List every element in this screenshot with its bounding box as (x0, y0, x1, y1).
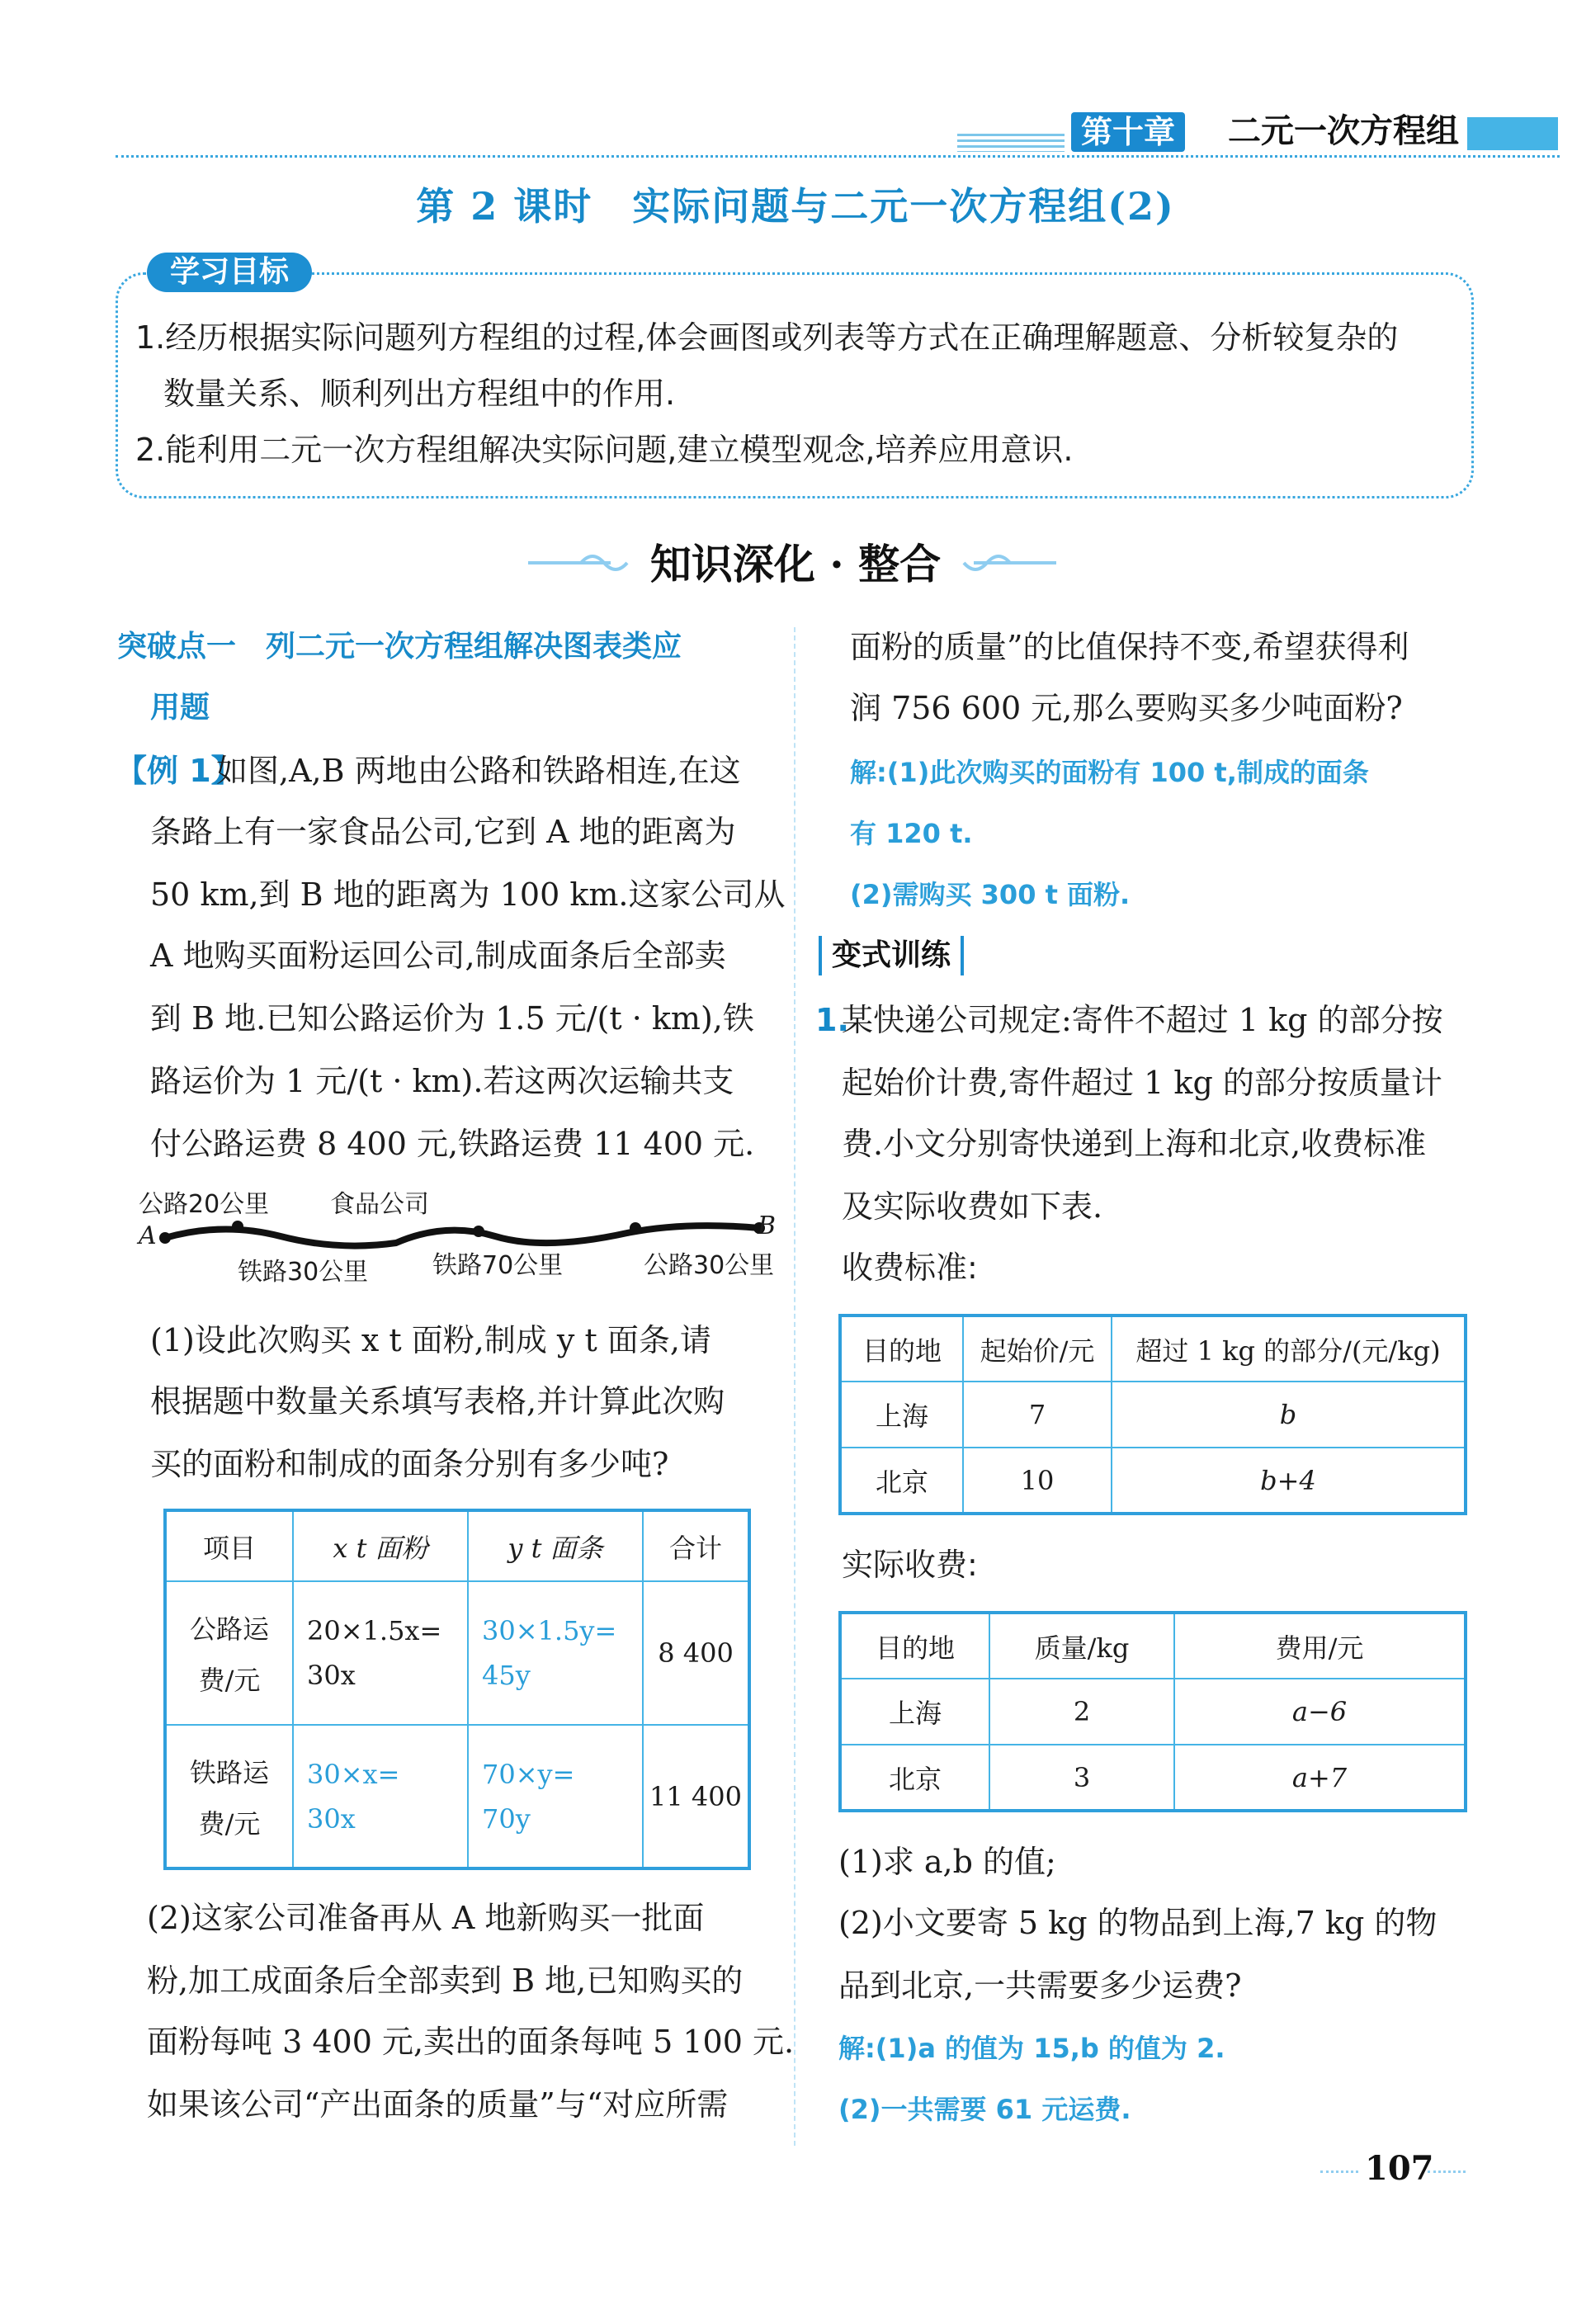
example-line: 条路上有一家食品公司,它到 A 地的距离为 (150, 814, 736, 850)
table-header: 起始价/元 (963, 1316, 1112, 1382)
problem-number: 1. (815, 1002, 849, 1038)
sub-question-2-cont: 品到北京,一共需要多少运费? (838, 1967, 1242, 2004)
page-deco-left (1320, 2170, 1358, 2173)
row-label-line: 公路运 (189, 1613, 269, 1645)
freight-table (163, 1509, 751, 1870)
table-cell (468, 1581, 643, 1725)
column-divider (794, 627, 796, 2146)
problem-line: 起始价计费,寄件超过 1 kg 的部分按质量计 (842, 1065, 1442, 1101)
company-point (473, 1226, 484, 1237)
table-header: 费用/元 (1174, 1613, 1466, 1679)
sub-question-2: (2)小文要寄 5 kg 的物品到上海,7 kg 的物 (838, 1905, 1438, 1941)
table-cell: b (1112, 1382, 1466, 1448)
example-line: 路运价为 1 元/(t · km).若这两次运输共支 (150, 1063, 734, 1099)
breakthrough-heading-cont: 用题 (150, 691, 210, 725)
chapter-tag: 第十章 (1071, 112, 1185, 152)
question-2-line: 粉,加工成面条后全部卖到 B 地,已知购买的 (147, 1963, 744, 1999)
answer-1-line: 有 120 t. (850, 818, 973, 849)
example-line: A 地购买面粉运回公司,制成面条后全部卖 (150, 938, 726, 974)
question-2-line: 如果该公司“产出面条的质量”与“对应所需 (147, 2086, 729, 2123)
table-row (840, 1745, 1466, 1811)
table-cell: a−6 (1174, 1679, 1466, 1745)
actual-fee-table (838, 1611, 1467, 1812)
swirl-icon (961, 546, 1015, 579)
question-2-line: (2)这家公司准备再从 A 地新购买一批面 (147, 1900, 705, 1936)
cell-answer-line: 30x (307, 1802, 356, 1835)
table-cell: 北京 (840, 1745, 989, 1811)
table-cell: 北京 (840, 1448, 963, 1514)
table-cell: 3 (989, 1745, 1174, 1811)
standard-label: 收费标准: (842, 1249, 978, 1286)
row-label-line: 费/元 (198, 1665, 261, 1696)
table-header: 合计 (643, 1510, 749, 1581)
solution-1: 解:(1)a 的值为 15,b 的值为 2. (838, 2033, 1225, 2064)
route-line (165, 1226, 759, 1245)
breakthrough-heading: 突破点一 列二元一次方程组解决图表类应 (117, 630, 682, 664)
table-cell: b+4 (1112, 1448, 1466, 1514)
example-line: 付公路运费 8 400 元,铁路运费 11 400 元. (150, 1126, 755, 1162)
question-2-line: 面粉每吨 3 400 元,卖出的面条每吨 5 100 元. (147, 2024, 795, 2060)
table-cell (293, 1725, 468, 1868)
table-header: 项目 (165, 1510, 293, 1581)
question-1-line: 根据题中数量关系填写表格,并计算此次购 (150, 1383, 725, 1419)
row-label-line: 铁路运 (189, 1756, 269, 1788)
example-line: 如图,A,B 两地由公路和铁路相连,在这 (216, 753, 741, 789)
row-label-line: 费/元 (198, 1807, 261, 1840)
chapter-title: 二元一次方程组 (1228, 112, 1459, 150)
answer-2-line: (2)需购买 300 t 面粉. (850, 879, 1131, 910)
table-row (840, 1316, 1466, 1382)
table-cell (468, 1725, 643, 1868)
table-header: 目的地 (840, 1613, 989, 1679)
example-line: 到 B 地.已知公路运价为 1.5 元/(t · km),铁 (150, 1000, 754, 1037)
point-a (159, 1232, 171, 1244)
swirl-icon (578, 546, 632, 579)
table-cell: 上海 (840, 1679, 989, 1745)
junction-1 (232, 1221, 243, 1232)
header-divider (116, 155, 1560, 158)
label-b: B (758, 1212, 777, 1240)
label-rail70: 铁路70公里 (432, 1251, 564, 1280)
table-cell (165, 1725, 293, 1868)
objective-line: 数量关系、顺利列出方程组中的作用. (163, 376, 676, 412)
fee-standard-table (838, 1314, 1467, 1515)
table-cell: 10 (963, 1448, 1112, 1514)
table-row (840, 1382, 1466, 1448)
table-cell: a+7 (1174, 1745, 1466, 1811)
header-color-bar (1467, 117, 1558, 150)
table-header: 超过 1 kg 的部分/(元/kg) (1112, 1316, 1466, 1382)
objective-line: 1.经历根据实际问题列方程组的过程,体会画图或列表等方式在正确理解题意、分析较复杂的 (135, 319, 1399, 356)
question-2-continued: 润 756 600 元,那么要购买多少吨面粉? (850, 690, 1403, 726)
table-cell: 2 (989, 1679, 1174, 1745)
sub-question-1: (1)求 a,b 的值; (838, 1844, 1056, 1880)
table-cell: 上海 (840, 1382, 963, 1448)
table-row (840, 1613, 1466, 1679)
problem-line: 某快递公司规定:寄件不超过 1 kg 的部分按 (842, 1002, 1443, 1038)
label-rail30: 铁路30公里 (238, 1258, 369, 1287)
variant-training-tag: 变式训练 (819, 936, 964, 975)
label-company: 食品公司 (330, 1190, 429, 1219)
example-line: 50 km,到 B 地的距离为 100 km.这家公司从 (150, 876, 786, 913)
cell-answer-line: 45y (482, 1660, 531, 1691)
table-cell: 8 400 (643, 1581, 749, 1725)
cell-line: 20×1.5x= (307, 1615, 442, 1646)
table-row (840, 1679, 1466, 1745)
problem-line: 费.小文分别寄快递到上海和北京,收费标准 (842, 1126, 1427, 1162)
cell-answer-line: 30×x= (307, 1758, 400, 1790)
objective-line: 2.能利用二元一次方程组解决实际问题,建立模型观念,培养应用意识. (135, 432, 1074, 468)
cell-line: 30x (307, 1660, 356, 1691)
solution-2: (2)一共需要 61 元运费. (838, 2094, 1131, 2125)
table-header: y t 面条 (468, 1510, 643, 1581)
junction-2 (630, 1222, 641, 1234)
example-label: 【例 1】 (116, 753, 243, 789)
table-row (165, 1510, 749, 1581)
label-road30: 公路30公里 (644, 1251, 775, 1280)
question-1-line: (1)设此次购买 x t 面粉,制成 y t 面条,请 (150, 1322, 711, 1358)
cell-answer-line: 30×1.5y= (482, 1615, 617, 1646)
header-stripes (957, 134, 1065, 152)
cell-answer-line: 70×y= (482, 1758, 575, 1790)
table-cell (293, 1581, 468, 1725)
actual-label: 实际收费: (842, 1547, 978, 1583)
table-cell: 11 400 (643, 1725, 749, 1868)
table-header: x t 面粉 (293, 1510, 468, 1581)
table-header: 质量/kg (989, 1613, 1174, 1679)
page-number: 107 (1365, 2149, 1434, 2188)
problem-line: 及实际收费如下表. (842, 1188, 1103, 1225)
label-a: A (139, 1221, 157, 1250)
table-cell (165, 1581, 293, 1725)
table-row (165, 1581, 749, 1725)
cell-answer-line: 70y (482, 1802, 531, 1835)
label-road20: 公路20公里 (139, 1190, 270, 1219)
question-1-line: 买的面粉和制成的面条分别有多少吨? (150, 1446, 669, 1482)
lesson-title: 第 2 课时 实际问题与二元一次方程组(2) (416, 184, 1175, 229)
section-banner: 知识深化 · 整合 (649, 540, 942, 588)
table-row (165, 1725, 749, 1868)
table-row (840, 1448, 1466, 1514)
table-header: 目的地 (840, 1316, 963, 1382)
table-cell: 7 (963, 1382, 1112, 1448)
question-2-continued: 面粉的质量”的比值保持不变,希望获得利 (850, 629, 1409, 665)
answer-1-line: 解:(1)此次购买的面粉有 100 t,制成的面条 (850, 757, 1369, 788)
objectives-tag: 学习目标 (147, 253, 312, 292)
